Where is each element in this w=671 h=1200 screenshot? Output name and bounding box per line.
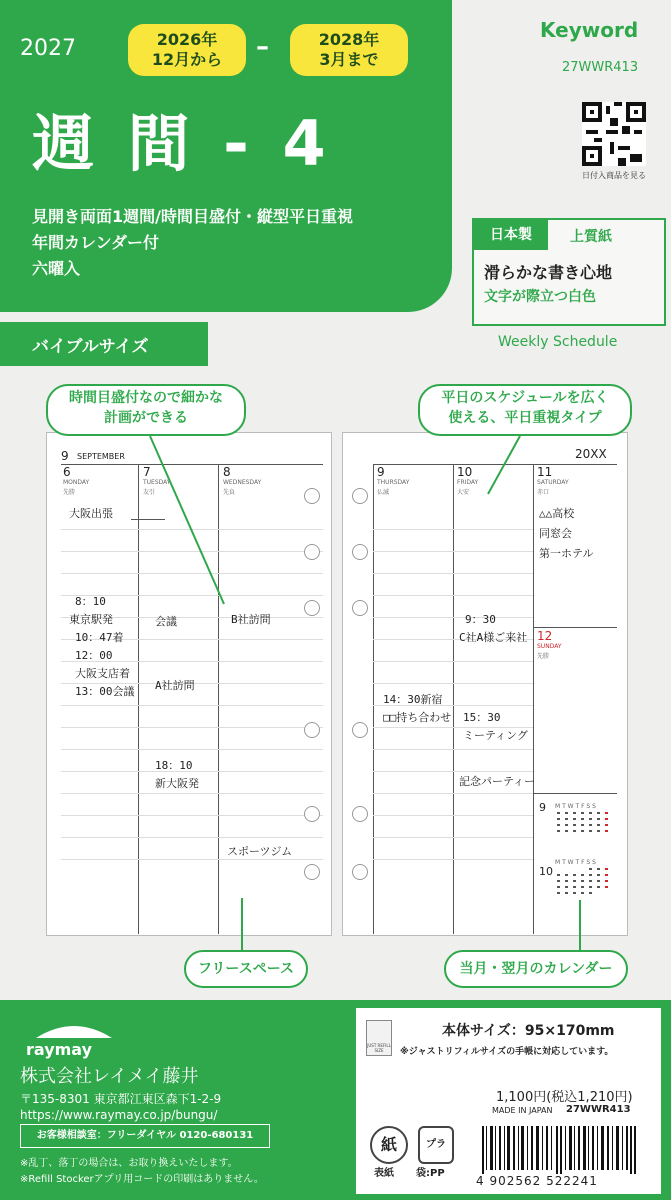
mini-cal-header: M T W T F S S [555,859,596,866]
note-time: 9：30 [465,613,496,626]
day-name: SATURDAY [537,479,569,486]
rokuyo: 先勝 [63,489,76,496]
year-label-page: 20XX [575,447,607,461]
sunday-number: 12 [537,629,553,643]
note-branch: 大阪支店着 [75,667,130,680]
note-reunion: 同窓会 [539,527,572,540]
note-depart: 東京駅発 [69,613,113,626]
price: 1,100円(税込1,210円) [496,1090,633,1105]
paper-type: 上質紙 [570,229,612,245]
month-name: SEPTEMBER [77,452,125,461]
rokuyo: 赤口 [537,489,550,496]
paper-recycle-mark: 紙 [380,1135,397,1154]
callout-line: 使える、平日重視タイプ [448,410,602,426]
description-line-3: 六曜入 [32,259,81,278]
note-gym: スポーツジム [227,845,293,858]
callout-weekday-focus [418,384,632,436]
made-in-japan-badge: 日本製 [474,220,548,250]
note-time: 12：00 [75,649,113,662]
range-start-line2: 12月から [151,50,223,69]
note-time: 15：30 [463,711,501,724]
company-address: 〒135-8301 東京都江東区森下1-2-9 [20,1092,222,1106]
plastic-recycle-icon [418,1126,454,1164]
callout-line: 平日のスケジュールを広く [441,390,609,406]
day-name: MONDAY [63,479,90,486]
size-label: バイブルサイズ [32,337,149,357]
note-time: 18：10 [155,759,193,772]
feature-smooth: 滑らかな書き心地 [484,263,613,282]
day-name: TUESDAY [143,479,171,486]
mini-cal-month: 10 [539,865,553,878]
note-party: 記念パーティー [459,775,536,788]
day-name: FRIDAY [457,479,479,486]
note-school: △△高校 [539,507,575,520]
subtitle-english: Weekly Schedule [498,334,618,350]
just-refill-badge [366,1020,392,1056]
bag-label: 袋:PP [416,1168,445,1179]
description-line-2: 年間カレンダー付 [32,233,159,252]
sunday-name: SUNDAY [537,643,562,650]
range-end-line1: 2028年 [318,30,380,49]
company-name: 株式会社レイメイ藤井 [20,1066,199,1087]
day-number: 6 [63,465,71,479]
note-hotel: 第一ホテル [539,547,594,560]
brand-name: Keyword [540,18,639,42]
day-name: THURSDAY [377,479,410,486]
qr-caption: 日付入商品を見る [582,171,646,180]
just-refill-note: ※ジャストリフィルサイズの手帳に対応しています。 [400,1047,614,1057]
day-number: 9 [377,465,385,479]
barcode-icon [478,1126,654,1174]
footer-note-2: ※Refill Stockerアプリ用コードの印刷はありません。 [20,1174,264,1185]
callout-time-scale [46,384,246,436]
day-number: 8 [223,465,231,479]
day-number: 10 [457,465,473,479]
note-arrive: 10：47着 [75,631,124,644]
spec-box [356,1008,661,1194]
range-separator: – [256,32,269,62]
note-shin-osaka: 新大阪発 [155,777,199,790]
callout-calendar: 当月・翌月のカレンダー [444,950,628,988]
brand-logo-text: raymay [26,1040,93,1059]
range-end-line2: 3月まで [319,50,379,69]
note-meeting: ミーティング [463,729,528,742]
description-line-1: 見開き両面1週間/時間目盛付・縦型平日重視 [32,207,353,226]
mini-cal-header: M T W T F S S [555,803,596,810]
callout-line: 計画ができる [104,410,188,426]
company-url[interactable]: https://www.raymay.co.jp/bungu/ [20,1108,218,1122]
note-kaigi: 会議 [155,615,177,628]
month-number: 9 [61,449,69,463]
mini-cal-month: 9 [539,801,546,814]
note-osaka-trip: 大阪出張 [69,507,113,520]
rokuyo: 先負 [223,489,236,496]
body-size: 本体サイズ：95×170mm [442,1023,615,1039]
note-time: 8：10 [75,595,106,608]
barcode-number: 4 902562 522241 [476,1174,598,1188]
callout-free-space: フリースペース [184,950,308,988]
plastic-recycle-mark: プラ [426,1139,446,1150]
day-number: 7 [143,465,151,479]
note-c-visit: C社A様ご来社 [459,631,528,644]
just-refill-text: JUST REFILL SIZE [367,1043,391,1053]
note-shinjuku: 14：30新宿 [383,693,443,706]
rokuyo: 友引 [143,489,156,496]
note-b-visit: B社訪問 [231,613,271,626]
product-code: 27WWR413 [562,60,639,75]
day-number: 11 [537,465,553,479]
paper-label: 表紙 [374,1168,394,1179]
range-start-line1: 2026年 [156,30,218,49]
note-a-visit: A社訪問 [155,679,195,692]
paper-recycle-icon [370,1126,408,1164]
year-label: 2027 [20,36,76,61]
note-meetup: □□持ち合わせ [383,711,452,724]
rokuyo: 先勝 [537,653,550,660]
product-title: 週 間 - 4 [32,107,332,180]
rokuyo: 大安 [457,489,470,496]
made-in: MADE IN JAPAN [492,1106,553,1115]
day-name: WEDNESDAY [223,479,262,486]
product-code-footer: 27WWR413 [566,1104,631,1115]
support-hotline: お客様相談室：フリーダイヤル 0120-680131 [20,1124,270,1148]
footer-note-1: ※乱丁、落丁の場合は、お取り換えいたします。 [20,1158,238,1169]
note-meeting: 13：00会議 [75,685,135,698]
callout-line: 時間目盛付なので細かな [69,390,223,406]
rokuyo: 仏滅 [377,489,390,496]
feature-white: 文字が際立つ白色 [484,289,596,305]
